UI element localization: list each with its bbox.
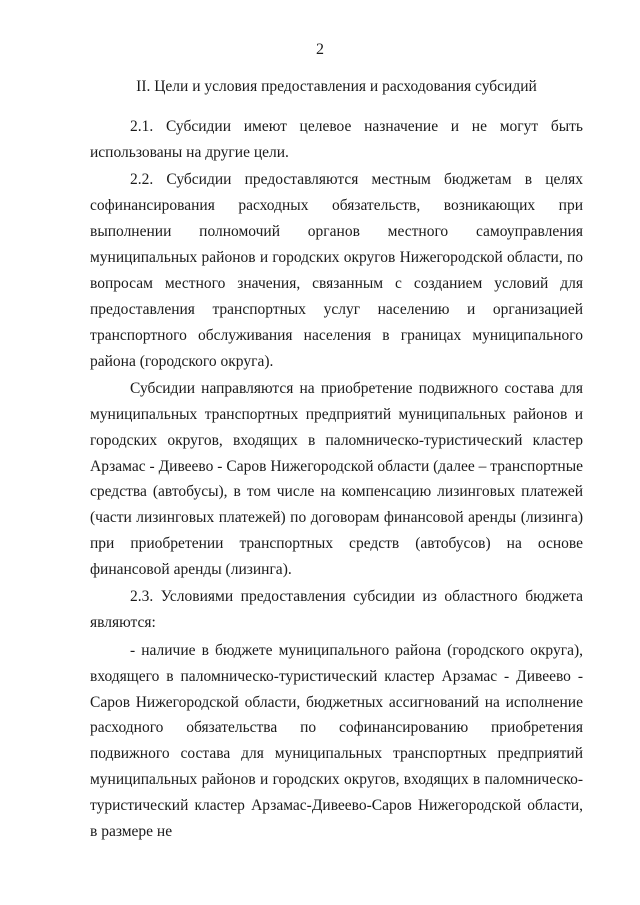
paragraph-2-1: 2.1. Субсидии имеют целевое назначение и не могут быть использованы на другие цели. <box>90 118 583 161</box>
section-title: II. Цели и условия предоставления и расходования субсидий <box>136 78 537 95</box>
page-number: 2 <box>316 41 324 58</box>
paragraph-2-2: 2.2. Субсидии предоставляются местным бюджетам в целях софинансирования расходных обязательств, возникающих при выполнении полномочий органов местного самоуправления муниципальных районов и городских округов Нижегородской области, по вопросам местного значения, связанным с созданием условий для предоставления транспортных услуг населению и организацией транспортного обслуживания населения в границах муниципального района (городского округа). <box>90 171 583 370</box>
paragraph-2-3: 2.3. Условиями предоставления субсидии из областного бюджета являются: <box>90 588 583 632</box>
paragraph-condition-item: - наличие в бюджете муниципального района (городского округа), входящего в паломническо-туристический кластер Арзамас - Дивеево - Саров Нижегородской области, бюджетных ассигнований на исполнение расходного обязательства по софинансированию приобретения подвижного состава для муниципальных транспортных предприятий муниципальных районов и городских округов, входящих в паломническо-туристический кластер Арзамас-Дивеево-Саров Нижегородской области, в размере не <box>90 641 583 841</box>
body-text <box>90 114 583 846</box>
paragraph-subsidies-purpose: Субсидии направляются на приобретение подвижного состава для муниципальных транспортных предприятий муниципальных районов и городских округов, входящих в паломническо-туристический кластер Арзамас - Дивеево - Саров Нижегородской области (далее – транспортные средства (автобусы), в том числе на компенсацию лизинговых платежей (части лизинговых платежей) по договорам финансовой аренды (лизинга) при приобретении транспортных средств (автобусов) на основе финансовой аренды (лизинга). <box>90 379 583 579</box>
